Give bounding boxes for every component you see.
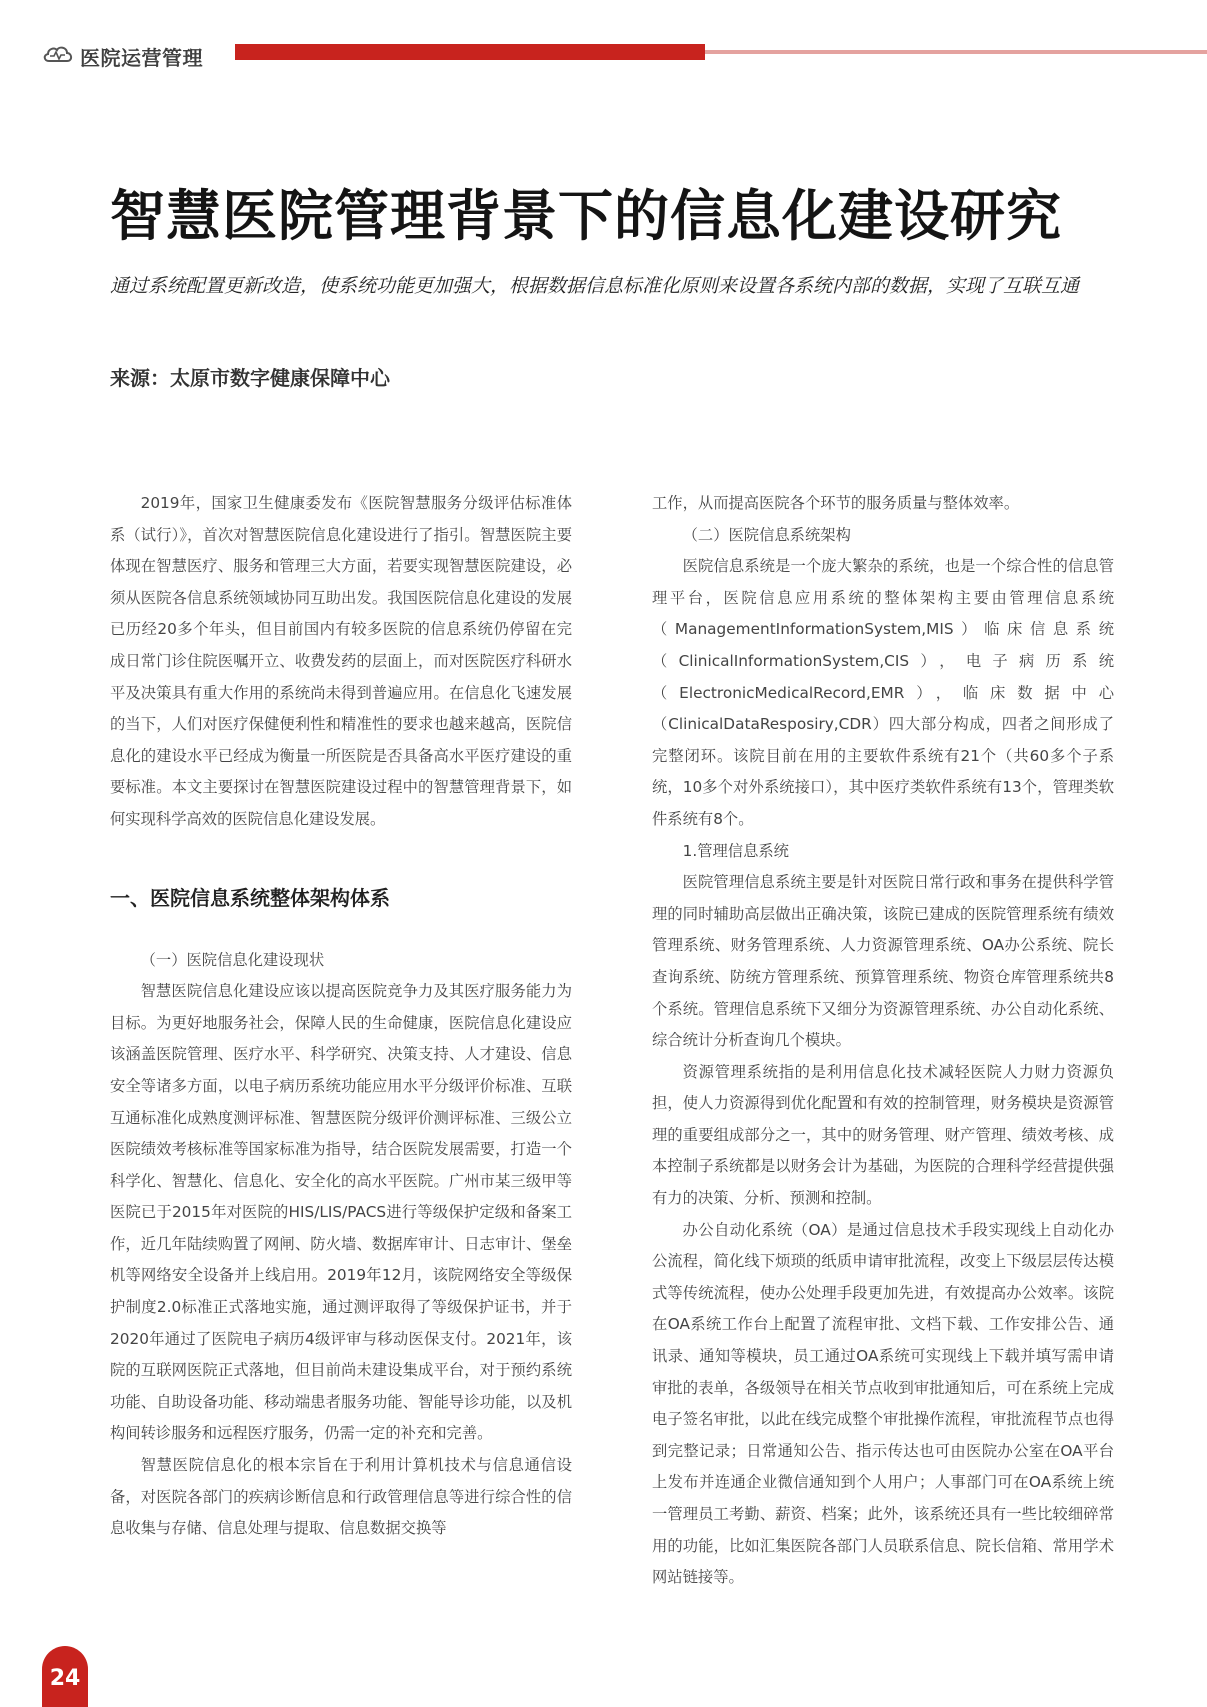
article-subtitle: 通过系统配置更新改造，使系统功能更加强大，根据数据信息标准化原则来设置各系统内部的数据，实现了互联互通 bbox=[110, 275, 1080, 297]
intro-paragraph: 2019年，国家卫生健康委发布《医院智慧服务分级评估标准体系（试行）》，首次对智慧医院信息化建设进行了指引。智慧医院主要体现在智慧医疗、服务和管理三大方面，若要实现智慧医院建设，必须从医院各信息系统领域协同互助出发。我国医院信息化建设的发展已历经20多个年头，但目前国内有较多医院的信息系统仍停留在完成日常门诊住院医嘱开立、收费发药的层面上，而对医院医疗科研水平及决策具有重大作用的系统尚未得到普遍应用。在信息化飞速发展的当下，人们对医疗保健便利性和精准性的要求也越来越高，医院信息化的建设水平已经成为衡量一所医院是否具备高水平医疗建设的重要标准。本文主要探讨在智慧医院建设过程中的智慧管理背景下，如何实现科学高效的医院信息化建设发展。 bbox=[110, 494, 572, 828]
page-number-badge bbox=[42, 1646, 88, 1707]
cloud-heartbeat-icon bbox=[42, 44, 74, 64]
sub-heading: （一）医院信息化建设现状 bbox=[140, 950, 325, 969]
article-title: 智慧医院管理背景下的信息化建设研究 bbox=[110, 184, 1063, 248]
page-number: 24 bbox=[49, 1666, 81, 1691]
body-paragraph-continued: 工作，从而提高医院各个环节的服务质量与整体效率。 bbox=[652, 494, 1020, 512]
header-accent-bar bbox=[235, 44, 705, 60]
brand-name: 医院运营管理 bbox=[80, 46, 203, 70]
body-paragraph: 医院管理信息系统主要是针对医院日常行政和事务在提供科学管理的同时辅助高层做出正确决策，该院已建成的医院管理系统有绩效管理系统、财务管理系统、人力资源管理系统、OA办公系统、院长查询系统、防统方管理系统、预算管理系统、物资仓库管理系统共8个系统。管理信息系统下又细分为资源管理系统、办公自动化系统、综合统计分析查询几个模块。 bbox=[652, 873, 1114, 1050]
body-paragraph: 医院信息系统是一个庞大繁杂的系统，也是一个综合性的信息管理平台，医院信息应用系统的整体架构主要由管理信息系统（ManagementInformationSystem,MIS）临床信息系统（ClinicalInformationSystem,CIS），电子病历系统（ElectronicMedicalRecord,EMR），临床数据中心（ClinicalDataResposiry,CDR）四大部分构成，四者之间形成了完整闭环。该院目前在用的主要软件系统有21个（共60多个子系统，10多个对外系统接口），其中医疗类软件系统有13个，管理类软件系统有8个。 bbox=[652, 557, 1114, 828]
header-accent-line bbox=[705, 50, 1207, 54]
left-column bbox=[110, 488, 572, 1545]
body-paragraph: 智慧医院信息化建设应该以提高医院竞争力及其医疗服务能力为目标。为更好地服务社会，保障人民的生命健康，医院信息化建设应该涵盖医院管理、医疗水平、科学研究、决策支持、人才建设、信息安全等诸多方面，以电子病历系统功能应用水平分级评价标准、互联互通标准化成熟度测评标准、智慧医院分级评价测评标准、三级公立医院绩效考核标准等国家标准为指导，结合医院发展需要，打造一个科学化、智慧化、信息化、安全化的高水平医院。广州市某三级甲等医院已于2015年对医院的HIS/LIS/PACS进行等级保护定级和备案工作，近几年陆续购置了网闸、防火墙、数据库审计、日志审计、堡垒机等网络安全设备并上线启用。2019年12月，该院网络安全等级保护制度2.0标准正式落地实施，通过测评取得了等级保护证书，并于2020年通过了医院电子病历4级评审与移动医保支付。2021年，该院的互联网医院正式落地，但目前尚未建设集成平台，对于预约系统功能、自助设备功能、移动端患者服务功能、智能导诊功能，以及机构间转诊服务和远程医疗服务，仍需一定的补充和完善。 bbox=[110, 982, 572, 1443]
body-paragraph: 资源管理系统指的是利用信息化技术减轻医院人力财力资源负担，使人力资源得到优化配置和有效的控制管理，财务模块是资源管理的重要组成部分之一，其中的财务管理、财产管理、绩效考核、成本控制子系统都是以财务会计为基础，为医院的合理科学经营提供强有力的决策、分析、预测和控制。 bbox=[652, 1062, 1114, 1208]
article-source: 来源：太原市数字健康保障中心 bbox=[110, 366, 390, 390]
sub-heading: 1.管理信息系统 bbox=[682, 841, 789, 860]
body-paragraph: 智慧医院信息化的根本宗旨在于利用计算机技术与信息通信设备，对医院各部门的疾病诊断信息和行政管理信息等进行综合性的信息收集与存储、信息处理与提取、信息数据交换等 bbox=[110, 1456, 572, 1538]
body-paragraph: 办公自动化系统（OA）是通过信息技术手段实现线上自动化办公流程，简化线下烦琐的纸质申请审批流程，改变上下级层层传达模式等传统流程，使办公处理手段更加先进，有效提高办公效率。该院在OA系统工作台上配置了流程审批、文档下载、工作安排公告、通讯录、通知等模块，员工通过OA系统可实现线上下载并填写需申请审批的表单，各级领导在相关节点收到审批通知后，可在系统上完成电子签名审批，以此在线完成整个审批操作流程，审批流程节点也得到完整记录；日常通知公告、指示传达也可由医院办公室在OA平台上发布并连通企业微信通知到个人用户；人事部门可在OA系统上统一管理员工考勤、薪资、档案；此外，该系统还具有一些比较细碎常用的功能，比如汇集医院各部门人员联系信息、院长信箱、常用学术网站链接等。 bbox=[652, 1220, 1114, 1587]
sub-heading: （二）医院信息系统架构 bbox=[682, 525, 851, 544]
right-column bbox=[652, 488, 1114, 1594]
page-header bbox=[42, 40, 1207, 70]
section-heading: 一、医院信息系统整体架构体系 bbox=[110, 885, 390, 910]
